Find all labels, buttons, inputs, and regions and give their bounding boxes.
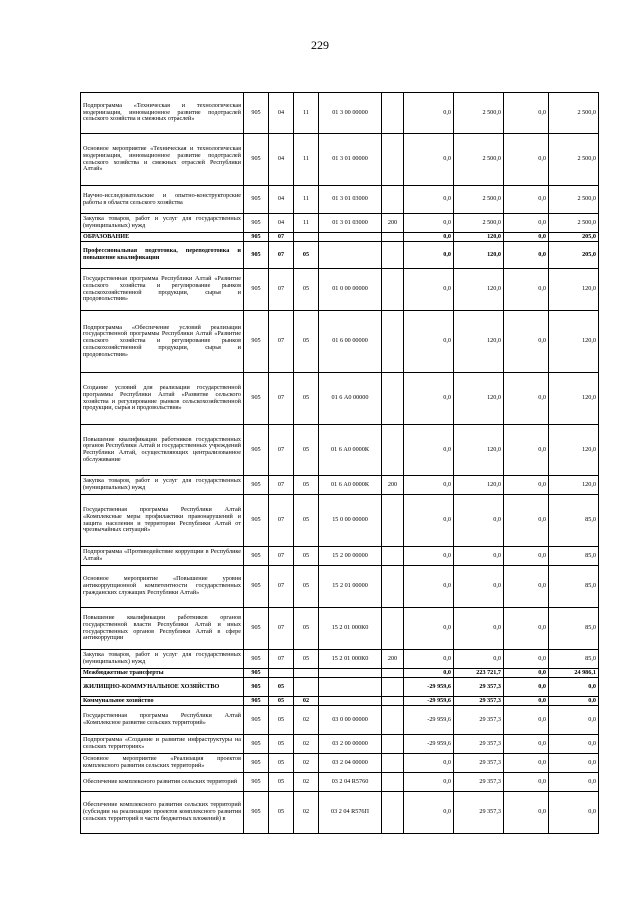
subsection-code-cell: 02	[294, 773, 319, 792]
value-3-cell: 0,0	[504, 186, 549, 214]
admin-code-cell: 905	[244, 608, 269, 650]
value-1-cell: 0,0	[404, 242, 454, 269]
value-2-cell: 0,0	[454, 566, 504, 608]
value-1-cell: 0,0	[404, 476, 454, 495]
target-article-cell	[319, 242, 382, 269]
value-4-cell: 0,0	[549, 773, 599, 792]
section-code-cell: 07	[269, 373, 294, 425]
value-2-cell: 29 357,3	[454, 697, 504, 706]
value-2-cell: 29 357,3	[454, 754, 504, 773]
expense-type-cell	[382, 373, 404, 425]
row-name-cell: Повышение квалификации работников органов государственной власти Республики Алтай и иных государственных органов Республики Алтай в сфере антикоррупции	[81, 608, 244, 650]
value-1-cell: 0,0	[404, 373, 454, 425]
admin-code-cell: 905	[244, 650, 269, 669]
target-article-cell: 01 0 00 00000	[319, 269, 382, 311]
subsection-code-cell: 02	[294, 735, 319, 754]
table-row	[81, 650, 599, 669]
table-row	[81, 186, 599, 214]
value-2-cell: 29 357,3	[454, 735, 504, 754]
expense-type-cell	[382, 547, 404, 566]
section-code-cell: 07	[269, 608, 294, 650]
value-2-cell: 120,0	[454, 269, 504, 311]
value-1-cell: 0,0	[404, 425, 454, 476]
section-code-cell: 05	[269, 735, 294, 754]
subsection-code-cell	[294, 669, 319, 678]
value-4-cell: 85,0	[549, 547, 599, 566]
admin-code-cell: 905	[244, 242, 269, 269]
target-article-cell: 03 2 04 R5760	[319, 773, 382, 792]
expense-type-cell: 200	[382, 650, 404, 669]
row-name-cell: Повышение квалификации работников государственных органов Республики Алтай и государственных учреждений Республики Алтай, осуществляющих централизованное обслуживание	[81, 425, 244, 476]
table-row	[81, 495, 599, 547]
expense-type-cell	[382, 566, 404, 608]
table-row	[81, 269, 599, 311]
row-name-cell: Основное мероприятие «Реализация проектов комплексного развития сельских территорий»	[81, 754, 244, 773]
row-name-cell: Профессиональная подготовка, переподготовка и повышение квалификации	[81, 242, 244, 269]
value-2-cell: 120,0	[454, 425, 504, 476]
value-1-cell: 0,0	[404, 269, 454, 311]
expense-type-cell	[382, 186, 404, 214]
value-2-cell: 0,0	[454, 495, 504, 547]
subsection-code-cell: 05	[294, 476, 319, 495]
table-row	[81, 735, 599, 754]
table-row	[81, 134, 599, 186]
value-3-cell: 0,0	[504, 311, 549, 373]
row-name-cell: Подпрограмма «Создание и развитие инфраструктуры на сельских территориях»	[81, 735, 244, 754]
table-row	[81, 608, 599, 650]
admin-code-cell: 905	[244, 373, 269, 425]
value-3-cell: 0,0	[504, 425, 549, 476]
section-code-cell: 05	[269, 706, 294, 735]
expense-type-cell	[382, 242, 404, 269]
row-name-cell: Подпрограмма «Противодействие коррупции в Республике Алтай»	[81, 547, 244, 566]
value-2-cell: 29 357,3	[454, 773, 504, 792]
admin-code-cell: 905	[244, 735, 269, 754]
table-body	[81, 93, 599, 834]
expense-type-cell	[382, 754, 404, 773]
target-article-cell	[319, 678, 382, 697]
value-2-cell: 0,0	[454, 650, 504, 669]
target-article-cell: 15 2 01 000К0	[319, 650, 382, 669]
value-2-cell: 120,0	[454, 373, 504, 425]
value-4-cell: 120,0	[549, 269, 599, 311]
value-3-cell: 0,0	[504, 754, 549, 773]
value-3-cell: 0,0	[504, 214, 549, 233]
target-article-cell: 01 3 01 03000	[319, 214, 382, 233]
row-name-cell: Государственная программа Республики Алтай «Комплексное развитие сельских территорий»	[81, 706, 244, 735]
value-1-cell: 0,0	[404, 792, 454, 834]
row-name-cell: Государственная программа Республики Алтай «Комплексные меры профилактики правонарушений и защита населения и территории Республики Алтай от чрезвычайных ситуаций»	[81, 495, 244, 547]
admin-code-cell: 905	[244, 311, 269, 373]
table-row	[81, 547, 599, 566]
subsection-code-cell: 02	[294, 697, 319, 706]
value-1-cell: 0,0	[404, 134, 454, 186]
value-3-cell: 0,0	[504, 566, 549, 608]
value-2-cell: 120,0	[454, 242, 504, 269]
target-article-cell: 01 6 А0 0000К	[319, 425, 382, 476]
row-name-cell: Основное мероприятие «Техническая и технологическая модернизация, инновационное развитие подотраслей сельского хозяйства и смежных отраслей Республики Алтай»	[81, 134, 244, 186]
value-4-cell: 120,0	[549, 476, 599, 495]
admin-code-cell: 905	[244, 476, 269, 495]
value-3-cell: 0,0	[504, 242, 549, 269]
section-code-cell: 05	[269, 678, 294, 697]
value-1-cell: 0,0	[404, 186, 454, 214]
expense-type-cell	[382, 311, 404, 373]
admin-code-cell: 905	[244, 214, 269, 233]
table-row	[81, 678, 599, 697]
value-2-cell: 223 721,7	[454, 669, 504, 678]
admin-code-cell: 905	[244, 792, 269, 834]
table-row	[81, 773, 599, 792]
table-row	[81, 373, 599, 425]
section-code-cell: 07	[269, 547, 294, 566]
expense-type-cell	[382, 792, 404, 834]
value-3-cell: 0,0	[504, 773, 549, 792]
admin-code-cell: 905	[244, 186, 269, 214]
value-3-cell: 0,0	[504, 495, 549, 547]
value-4-cell: 0,0	[549, 754, 599, 773]
value-2-cell: 120,0	[454, 311, 504, 373]
subsection-code-cell: 05	[294, 373, 319, 425]
target-article-cell: 01 6 00 00000	[319, 311, 382, 373]
table-row	[81, 792, 599, 834]
row-name-cell: Государственная программа Республики Алтай «Развитие сельского хозяйства и регулирование рынков сельскохозяйственной продукции, сырья и продовольствия»	[81, 269, 244, 311]
value-1-cell: 0,0	[404, 93, 454, 134]
target-article-cell: 03 2 04 00000	[319, 754, 382, 773]
value-3-cell: 0,0	[504, 134, 549, 186]
value-3-cell: 0,0	[504, 678, 549, 697]
value-4-cell: 2 500,0	[549, 214, 599, 233]
value-4-cell: 0,0	[549, 735, 599, 754]
expense-type-cell	[382, 134, 404, 186]
section-code-cell: 07	[269, 495, 294, 547]
value-1-cell: -29 959,6	[404, 697, 454, 706]
admin-code-cell: 905	[244, 134, 269, 186]
value-3-cell: 0,0	[504, 650, 549, 669]
expense-type-cell	[382, 269, 404, 311]
subsection-code-cell: 02	[294, 706, 319, 735]
value-2-cell: 29 357,3	[454, 706, 504, 735]
target-article-cell: 03 2 00 00000	[319, 735, 382, 754]
target-article-cell: 01 6 А0 0000К	[319, 476, 382, 495]
value-1-cell: 0,0	[404, 547, 454, 566]
target-article-cell	[319, 697, 382, 706]
target-article-cell: 03 2 04 R576П	[319, 792, 382, 834]
value-2-cell: 29 357,3	[454, 678, 504, 697]
section-code-cell: 07	[269, 425, 294, 476]
value-1-cell: 0,0	[404, 495, 454, 547]
subsection-code-cell: 11	[294, 134, 319, 186]
expense-type-cell	[382, 233, 404, 242]
table-row	[81, 214, 599, 233]
subsection-code-cell: 05	[294, 425, 319, 476]
expense-type-cell	[382, 495, 404, 547]
value-4-cell: 120,0	[549, 311, 599, 373]
value-1-cell: 0,0	[404, 214, 454, 233]
section-code-cell: 07	[269, 233, 294, 242]
section-code-cell: 07	[269, 476, 294, 495]
admin-code-cell: 905	[244, 269, 269, 311]
expense-type-cell	[382, 425, 404, 476]
admin-code-cell: 905	[244, 754, 269, 773]
expense-type-cell	[382, 773, 404, 792]
section-code-cell: 07	[269, 269, 294, 311]
expense-type-cell: 200	[382, 214, 404, 233]
section-code-cell: 07	[269, 566, 294, 608]
row-name-cell: Закупка товаров, работ и услуг для государственных (муниципальных) нужд	[81, 650, 244, 669]
value-3-cell: 0,0	[504, 547, 549, 566]
table-row	[81, 233, 599, 242]
table-row	[81, 706, 599, 735]
target-article-cell: 01 3 01 03000	[319, 186, 382, 214]
admin-code-cell: 905	[244, 706, 269, 735]
subsection-code-cell: 05	[294, 650, 319, 669]
target-article-cell: 03 0 00 00000	[319, 706, 382, 735]
subsection-code-cell: 02	[294, 792, 319, 834]
admin-code-cell: 905	[244, 566, 269, 608]
value-4-cell: 85,0	[549, 495, 599, 547]
value-4-cell: 2 500,0	[549, 93, 599, 134]
table-row	[81, 754, 599, 773]
row-name-cell: Подпрограмма «Техническая и технологическая модернизация, инновационное развитие подотраслей сельского хозяйства и смежных отраслей»	[81, 93, 244, 134]
row-name-cell: ЖИЛИЩНО-КОММУНАЛЬНОЕ ХОЗЯЙСТВО	[81, 678, 244, 697]
value-1-cell: 0,0	[404, 754, 454, 773]
row-name-cell: Межбюджетные трансферты	[81, 669, 244, 678]
subsection-code-cell: 05	[294, 608, 319, 650]
subsection-code-cell	[294, 233, 319, 242]
table-row	[81, 311, 599, 373]
table-row	[81, 669, 599, 678]
value-3-cell: 0,0	[504, 608, 549, 650]
value-4-cell: 205,0	[549, 233, 599, 242]
subsection-code-cell: 05	[294, 242, 319, 269]
subsection-code-cell: 02	[294, 754, 319, 773]
value-2-cell: 29 357,3	[454, 792, 504, 834]
value-4-cell: 85,0	[549, 566, 599, 608]
value-2-cell: 2 500,0	[454, 186, 504, 214]
value-4-cell: 0,0	[549, 792, 599, 834]
target-article-cell: 15 2 00 00000	[319, 547, 382, 566]
value-4-cell: 0,0	[549, 697, 599, 706]
value-1-cell: 0,0	[404, 669, 454, 678]
table-row	[81, 566, 599, 608]
value-4-cell: 205,0	[549, 242, 599, 269]
expense-type-cell	[382, 735, 404, 754]
admin-code-cell: 905	[244, 495, 269, 547]
section-code-cell: 04	[269, 214, 294, 233]
subsection-code-cell: 05	[294, 269, 319, 311]
admin-code-cell: 905	[244, 233, 269, 242]
expense-type-cell	[382, 93, 404, 134]
row-name-cell: Закупка товаров, работ и услуг для государственных (муниципальных) нужд	[81, 476, 244, 495]
value-1-cell: 0,0	[404, 608, 454, 650]
table-row	[81, 476, 599, 495]
table-row	[81, 425, 599, 476]
subsection-code-cell: 11	[294, 186, 319, 214]
budget-table	[80, 92, 599, 834]
subsection-code-cell	[294, 678, 319, 697]
value-1-cell: 0,0	[404, 311, 454, 373]
value-4-cell: 120,0	[549, 373, 599, 425]
value-3-cell: 0,0	[504, 93, 549, 134]
section-code-cell: 04	[269, 186, 294, 214]
section-code-cell: 05	[269, 773, 294, 792]
section-code-cell: 07	[269, 242, 294, 269]
row-name-cell: Создание условий для реализации государственной программы Республики Алтай «Развитие сельского хозяйства и регулирование рынков сельскохозяйственной продукции, сырья и продовольствия»	[81, 373, 244, 425]
value-4-cell: 0,0	[549, 678, 599, 697]
page-number: 229	[311, 38, 329, 52]
expense-type-cell	[382, 706, 404, 735]
value-2-cell: 120,0	[454, 233, 504, 242]
value-3-cell: 0,0	[504, 697, 549, 706]
target-article-cell: 15 2 01 000К0	[319, 608, 382, 650]
table-row	[81, 697, 599, 706]
target-article-cell: 15 0 00 00000	[319, 495, 382, 547]
row-name-cell: Коммунальное хозяйство	[81, 697, 244, 706]
value-3-cell: 0,0	[504, 706, 549, 735]
subsection-code-cell: 11	[294, 214, 319, 233]
value-1-cell: -29 959,6	[404, 735, 454, 754]
expense-type-cell	[382, 608, 404, 650]
row-name-cell: Обеспечение комплексного развития сельских территорий (субсидии на реализацию проектов комплексного развития сельских территорий в части бюджетных вложений) в	[81, 792, 244, 834]
table-row	[81, 242, 599, 269]
row-name-cell: Основное мероприятие «Повышение уровня антикоррупционной компетентности государственных гражданских служащих Республики Алтай»	[81, 566, 244, 608]
value-1-cell: -29 959,6	[404, 706, 454, 735]
section-code-cell: 07	[269, 311, 294, 373]
value-1-cell: 0,0	[404, 773, 454, 792]
expense-type-cell	[382, 697, 404, 706]
target-article-cell: 01 6 А0 00000	[319, 373, 382, 425]
value-2-cell: 0,0	[454, 547, 504, 566]
value-1-cell: 0,0	[404, 233, 454, 242]
value-2-cell: 120,0	[454, 476, 504, 495]
section-code-cell: 05	[269, 792, 294, 834]
expense-type-cell: 200	[382, 476, 404, 495]
target-article-cell: 01 3 01 00000	[319, 134, 382, 186]
value-2-cell: 2 500,0	[454, 134, 504, 186]
expense-type-cell	[382, 669, 404, 678]
value-2-cell: 2 500,0	[454, 93, 504, 134]
target-article-cell: 01 3 00 00000	[319, 93, 382, 134]
section-code-cell: 04	[269, 134, 294, 186]
value-2-cell: 0,0	[454, 608, 504, 650]
admin-code-cell: 905	[244, 773, 269, 792]
value-4-cell: 2 500,0	[549, 134, 599, 186]
admin-code-cell: 905	[244, 697, 269, 706]
section-code-cell	[269, 669, 294, 678]
target-article-cell	[319, 669, 382, 678]
expense-type-cell	[382, 678, 404, 697]
subsection-code-cell: 05	[294, 566, 319, 608]
row-name-cell: Подпрограмма «Обеспечение условий реализации государственной программы Республики Алтай «Развитие сельского хозяйства и регулирование рынков сельскохозяйственной продукции, сырья и продовольствия»	[81, 311, 244, 373]
admin-code-cell: 905	[244, 678, 269, 697]
table-row	[81, 93, 599, 134]
admin-code-cell: 905	[244, 547, 269, 566]
value-4-cell: 85,0	[549, 608, 599, 650]
row-name-cell: Научно-исследовательские и опытно-конструкторские работы в области сельского хозяйства	[81, 186, 244, 214]
value-3-cell: 0,0	[504, 269, 549, 311]
subsection-code-cell: 05	[294, 311, 319, 373]
target-article-cell: 15 2 01 00000	[319, 566, 382, 608]
subsection-code-cell: 11	[294, 93, 319, 134]
value-4-cell: 120,0	[549, 425, 599, 476]
target-article-cell	[319, 233, 382, 242]
value-2-cell: 2 500,0	[454, 214, 504, 233]
section-code-cell: 05	[269, 697, 294, 706]
row-name-cell: Обеспечение комплексного развития сельских территорий	[81, 773, 244, 792]
row-name-cell: Закупка товаров, работ и услуг для государственных (муниципальных) нужд	[81, 214, 244, 233]
value-4-cell: 85,0	[549, 650, 599, 669]
value-3-cell: 0,0	[504, 373, 549, 425]
value-1-cell: 0,0	[404, 566, 454, 608]
value-3-cell: 0,0	[504, 735, 549, 754]
value-3-cell: 0,0	[504, 669, 549, 678]
value-1-cell: -29 959,6	[404, 678, 454, 697]
value-3-cell: 0,0	[504, 792, 549, 834]
admin-code-cell: 905	[244, 93, 269, 134]
value-4-cell: 0,0	[549, 706, 599, 735]
subsection-code-cell: 05	[294, 495, 319, 547]
admin-code-cell: 905	[244, 669, 269, 678]
value-4-cell: 2 500,0	[549, 186, 599, 214]
section-code-cell: 05	[269, 754, 294, 773]
admin-code-cell: 905	[244, 425, 269, 476]
subsection-code-cell: 05	[294, 547, 319, 566]
section-code-cell: 04	[269, 93, 294, 134]
value-3-cell: 0,0	[504, 233, 549, 242]
value-3-cell: 0,0	[504, 476, 549, 495]
value-4-cell: 24 986,1	[549, 669, 599, 678]
section-code-cell: 07	[269, 650, 294, 669]
row-name-cell: ОБРАЗОВАНИЕ	[81, 233, 244, 242]
value-1-cell: 0,0	[404, 650, 454, 669]
